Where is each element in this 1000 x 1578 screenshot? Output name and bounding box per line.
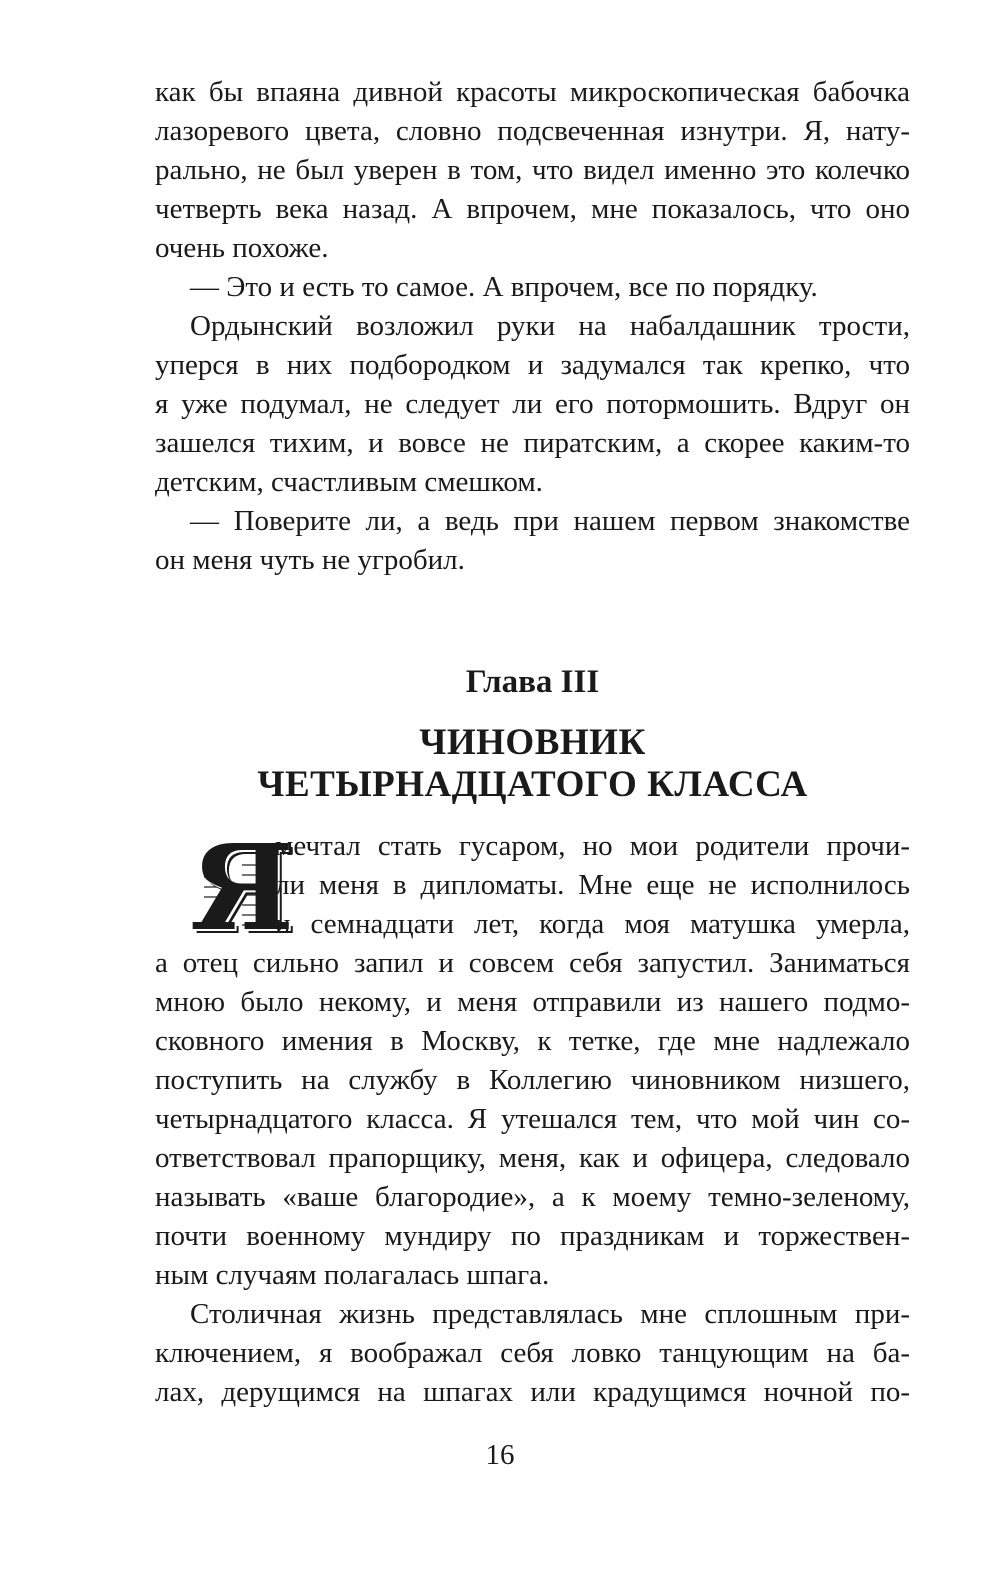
text-line: рально, не был уверен в том, что видел именно это колечко: [155, 154, 910, 186]
text-line: а отец сильно запил и совсем себя запустил. Заниматься: [155, 947, 910, 979]
text-line: — Поверите ли, а ведь при нашем первом знакомстве: [190, 505, 910, 537]
text-line: уперся в них подбородком и задумался так крепко, что: [155, 349, 910, 381]
text-line: он меня чуть не угробил.: [155, 544, 465, 576]
text-line: Ордынский возложил руки на набалдашник трости,: [190, 310, 910, 342]
text-line: называть «ваше благородие», а к моему темно-зеленому,: [155, 1181, 910, 1213]
text-line: поступить на службу в Коллегию чиновником низшего,: [155, 1064, 910, 1096]
text-line: почти военному мундиру по праздникам и торжествен-: [155, 1220, 910, 1252]
text-line: ли меня в дипломаты. Мне еще не исполнилось: [275, 869, 910, 901]
text-block-top: [155, 73, 910, 580]
text-line: мною было некому, и меня отправили из нашего подмо-: [155, 986, 910, 1018]
page-number: 16: [485, 1439, 515, 1471]
text-line: как бы впаяна дивной красоты микроскопическая бабочка: [155, 76, 910, 108]
text-line: сковного имения в Москву, к тетке, где мне надлежало: [155, 1025, 910, 1057]
text-line: очень похоже.: [155, 232, 329, 264]
text-line: четверть века назад. А впрочем, мне показалось, что оно: [155, 193, 910, 225]
dropcap-letter: Я: [190, 818, 295, 957]
text-line: Столичная жизнь представлялась мне сплошным при-: [190, 1298, 910, 1330]
text-line: лазоревого цвета, словно подсвеченная изнутри. Я, нату-: [155, 115, 910, 147]
text-line: ответствовал прапорщику, меня, как и офицера, следовало: [155, 1142, 910, 1174]
chapter-title-line-2: ЧЕТЫРНАДЦАТОГО КЛАССА: [257, 764, 808, 805]
text-line: зашелся тихим, и вовсе не пиратским, а скорее каким-то: [155, 427, 910, 459]
text-line: я уже подумал, не следует ли его потормошить. Вдруг он: [155, 388, 910, 420]
text-line: детским, счастливым смешком.: [155, 466, 543, 498]
text-line: ключением, я воображал себя ловко танцующим на ба-: [155, 1337, 910, 1369]
text-line: — Это и есть то самое. А впрочем, все по порядку.: [190, 271, 818, 303]
text-line: мечтал стать гусаром, но мои родители прочи-: [275, 830, 910, 862]
text-block-bottom: [155, 827, 910, 1412]
chapter-title: [155, 722, 910, 806]
text-line: четырнадцатого класса. Я утешался тем, что мой чин со-: [155, 1103, 910, 1135]
chapter-number: Глава III: [465, 664, 600, 700]
text-line: и семнадцати лет, когда моя матушка умерла,: [275, 908, 910, 940]
chapter-title-line-1: ЧИНОВНИК: [419, 722, 646, 763]
text-line: лах, дерущимся на шпагах или крадущимся ночной по-: [155, 1376, 910, 1408]
text-line: ным случаям полагалась шпага.: [155, 1259, 550, 1291]
